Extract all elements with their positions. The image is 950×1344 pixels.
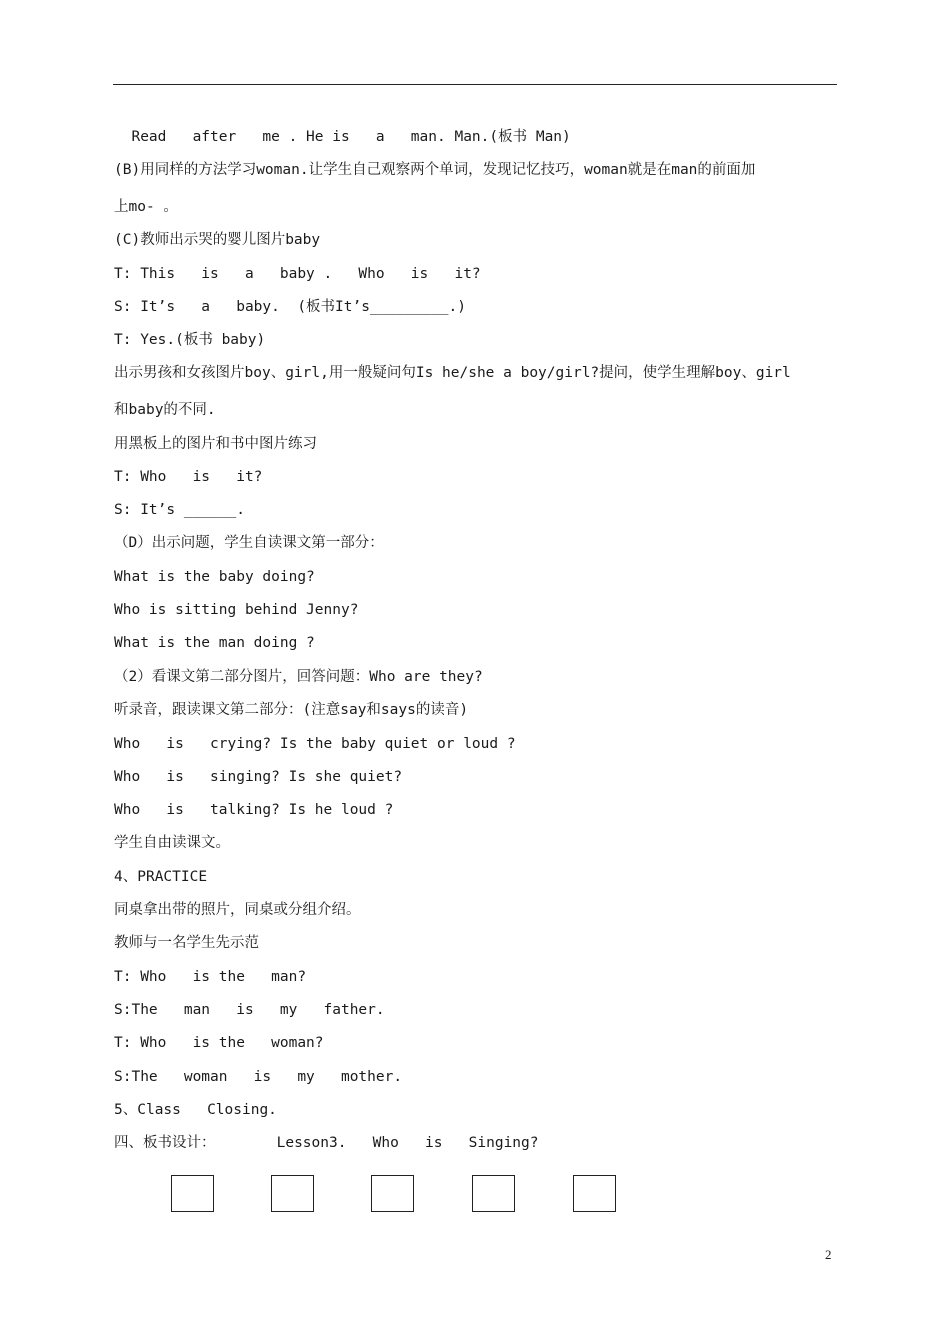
text-line: S:The man is my father. xyxy=(114,1002,385,1018)
text-line: T: Who is the man? xyxy=(114,969,307,985)
text-line: （2）看课文第二部分图片，回答问题：Who are they? xyxy=(114,669,483,685)
blank-box xyxy=(371,1175,414,1212)
text-line: 出示男孩和女孩图片boy、girl,用一般疑问句Is he/she a boy/girl?提问，使学生理解boy、girl xyxy=(114,365,791,381)
text-line: 上mo- 。 xyxy=(114,199,178,215)
text-line: What is the baby doing? xyxy=(114,569,315,585)
text-line: S: It’s a baby. (板书It’s_________.) xyxy=(114,299,467,315)
text-line: 5、Class Closing. xyxy=(114,1102,277,1118)
text-line: Who is crying? Is the baby quiet or loud ? xyxy=(114,736,516,752)
text-line: (C)教师出示哭的婴儿图片baby xyxy=(114,232,321,248)
text-line: （D）出示问题，学生自读课文第一部分： xyxy=(114,535,384,551)
text-line: T: Who is it? xyxy=(114,469,263,485)
text-line: (B)用同样的方法学习woman.让学生自己观察两个单词，发现记忆技巧，woman就是在man的前面加 xyxy=(114,162,756,178)
blank-box xyxy=(171,1175,214,1212)
text-line: Who is sitting behind Jenny? xyxy=(114,602,359,618)
text-line: 四、板书设计： Lesson3. Who is Singing? xyxy=(114,1135,539,1151)
blackboard-boxes xyxy=(0,1175,950,1215)
text-line: Who is singing? Is she quiet? xyxy=(114,769,403,785)
text-line: 听录音，跟读课文第二部分：(注意say和says的读音) xyxy=(114,702,469,718)
text-line: 用黑板上的图片和书中图片练习 xyxy=(114,436,317,452)
text-line: 和baby的不同. xyxy=(114,402,216,418)
text-line: 同桌拿出带的照片，同桌或分组介绍。 xyxy=(114,902,361,918)
text-line: S:The woman is my mother. xyxy=(114,1069,403,1085)
text-line: Read after me . He is a man. Man.(板书 Man) xyxy=(114,129,571,145)
blank-box xyxy=(271,1175,314,1212)
text-line: T: This is a baby . Who is it? xyxy=(114,266,481,282)
text-line: S: It’s ______. xyxy=(114,502,245,518)
text-line: What is the man doing ? xyxy=(114,635,315,651)
text-line: 学生自由读课文。 xyxy=(114,835,230,851)
header-rule xyxy=(113,84,837,85)
blank-box xyxy=(472,1175,515,1212)
blank-box xyxy=(573,1175,616,1212)
text-line: T: Who is the woman? xyxy=(114,1035,324,1051)
page-number: 2 xyxy=(825,1247,832,1262)
text-line: Who is talking? Is he loud ? xyxy=(114,802,394,818)
text-line: 教师与一名学生先示范 xyxy=(114,935,259,951)
text-line: T: Yes.(板书 baby) xyxy=(114,332,266,348)
text-line: 4、PRACTICE xyxy=(114,869,208,885)
